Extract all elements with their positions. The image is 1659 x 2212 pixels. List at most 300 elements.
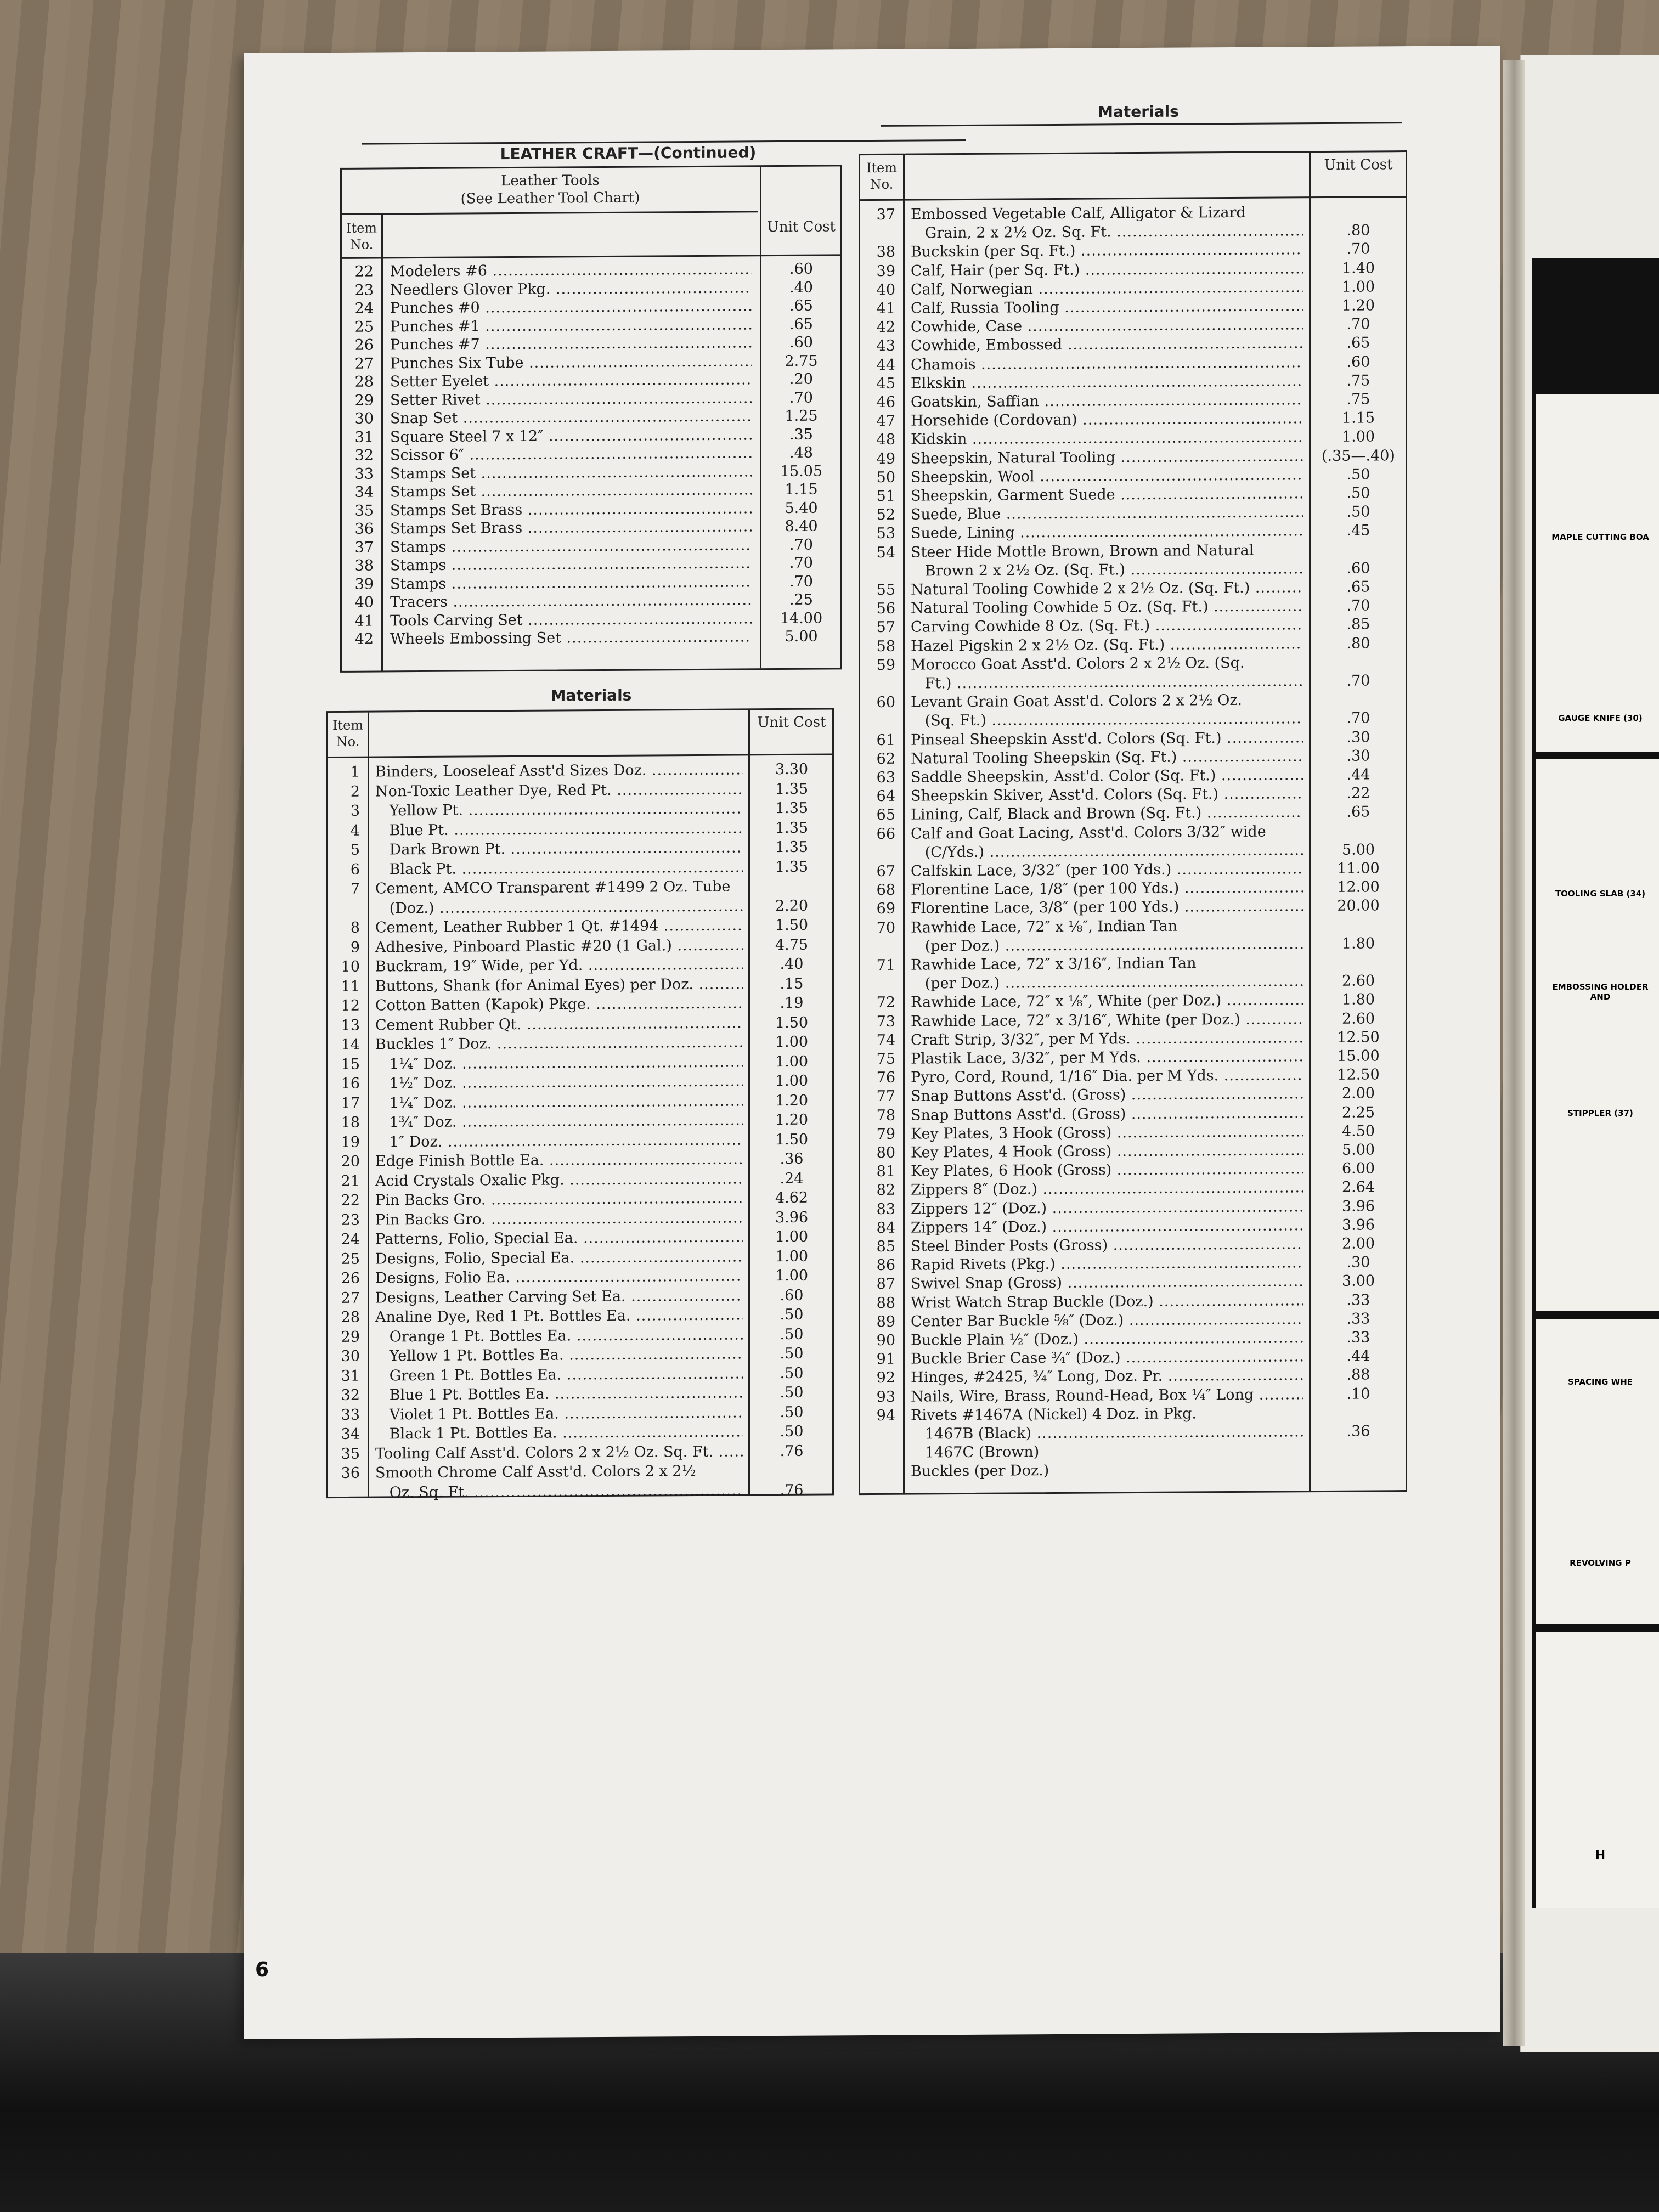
item-description: Cotton Batten (Kapok) Pkge. ..... <box>375 994 743 1015</box>
table-row <box>860 259 1406 281</box>
table-row <box>860 596 1406 618</box>
item-number: 35 <box>341 1445 360 1463</box>
item-description: Snap Buttons Asst'd. (Gross) ..... <box>911 1104 1303 1125</box>
unit-cost: 5.40 <box>785 499 818 517</box>
item-number: 50 <box>876 469 895 486</box>
item-number: 42 <box>354 630 374 648</box>
table-row <box>328 1344 832 1366</box>
unit-cost: 1.20 <box>1341 297 1375 314</box>
item-description: Setter Eyelet ..... <box>390 370 752 391</box>
unit-cost: 2.75 <box>785 352 818 370</box>
item-number: 51 <box>876 487 895 505</box>
table-row <box>328 1305 832 1327</box>
item-number: 33 <box>341 1406 360 1424</box>
table-row <box>328 1403 832 1425</box>
item-description: Tooling Calf Asst'd. Colors 2 x 2½ Oz. Sq. Ft. ..... <box>375 1442 743 1463</box>
table-row <box>860 221 1406 243</box>
table-row <box>328 1422 832 1444</box>
table-row <box>328 1091 832 1113</box>
item-number: 70 <box>876 919 895 936</box>
item-number: 78 <box>876 1107 895 1124</box>
unit-cost: .19 <box>780 994 804 1012</box>
item-description: Designs, Folio Ea. ..... <box>375 1267 743 1288</box>
table-row <box>860 1459 1406 1481</box>
divider-bar <box>1536 752 1659 759</box>
item-number: 45 <box>876 375 895 392</box>
unit-cost: .30 <box>1346 729 1370 746</box>
item-number: 1 <box>350 763 360 781</box>
item-number: 57 <box>876 619 895 636</box>
item-description: Rivets #1467A (Nickel) 4 Doz. in Pkg. <box>911 1405 1197 1424</box>
materials-right-title: Materials <box>1098 102 1179 121</box>
item-number: 65 <box>876 806 895 824</box>
item-description: Rawhide Lace, 72″ x ⅛″, White (per Doz.) ..... <box>911 991 1303 1012</box>
table-row <box>328 838 832 860</box>
unit-cost: .60 <box>780 1286 804 1304</box>
item-description: Wheels Embossing Set ..... <box>390 628 752 648</box>
table-row <box>860 747 1406 769</box>
unit-cost: 12.50 <box>1337 1066 1380 1084</box>
item-description: Stamps Set ..... <box>390 481 752 501</box>
table-row <box>860 1141 1406 1163</box>
item-number: 29 <box>354 392 374 409</box>
item-description: Rawhide Lace, 72″ x 3/16″, White (per Doz.) ..... <box>911 1010 1303 1031</box>
item-description: Kidskin ..... <box>911 428 1303 449</box>
item-description: 1½″ Doz. ..... <box>375 1072 743 1093</box>
item-description: Pin Backs Gro. ..... <box>375 1209 743 1229</box>
item-number: 23 <box>341 1211 360 1229</box>
unit-cost: 5.00 <box>785 628 818 645</box>
item-number: 42 <box>876 318 895 336</box>
table-row <box>328 935 832 957</box>
item-description: Embossed Vegetable Calf, Alligator & Lizard <box>911 204 1246 223</box>
table-row <box>860 409 1406 431</box>
table-row <box>860 1159 1406 1181</box>
caption-embossing-holder: EMBOSSING HOLDER AND <box>1552 982 1649 1002</box>
table-row <box>860 896 1406 918</box>
unit-cost: .33 <box>1346 1291 1370 1309</box>
item-description: Stamps Set ..... <box>390 462 752 483</box>
unit-cost: 1.50 <box>775 1131 809 1148</box>
item-description: Plastik Lace, 3/32″, per M Yds. ..... <box>911 1047 1303 1068</box>
item-number: 29 <box>341 1328 360 1346</box>
unit-cost: .65 <box>1346 803 1370 821</box>
tools-subtitle: (See Leather Tool Chart) <box>460 189 640 207</box>
unit-cost: 1.00 <box>775 1267 809 1285</box>
divider-bar-3 <box>1536 1624 1659 1632</box>
unit-cost: .75 <box>1346 372 1370 390</box>
unit-cost: .50 <box>780 1403 804 1421</box>
unit-cost: 1.35 <box>775 819 809 837</box>
unit-cost: 1.35 <box>775 858 809 876</box>
item-description: Cement, Leather Rubber 1 Qt. #1494 ..... <box>375 916 743 937</box>
item-description: Sheepskin, Natural Tooling ..... <box>911 447 1303 468</box>
table-row <box>860 278 1406 300</box>
item-description: Rawhide Lace, 72″ x 3/16″, Indian Tan <box>911 955 1197 974</box>
item-number: 38 <box>876 244 895 261</box>
item-number: 62 <box>876 750 895 768</box>
unit-cost <box>751 1461 833 1462</box>
item-description: Patterns, Folio, Special Ea. ..... <box>375 1228 743 1249</box>
item-description: Stamps ..... <box>390 554 752 575</box>
table-row <box>860 1065 1406 1087</box>
item-number: 4 <box>350 822 360 839</box>
item-description: Pin Backs Gro. ..... <box>375 1189 743 1210</box>
table-row <box>860 1310 1406 1331</box>
unit-cost: .70 <box>1346 315 1370 333</box>
unit-cost: 2.60 <box>1341 1009 1375 1028</box>
table-row <box>328 1032 832 1054</box>
item-description: Blue 1 Pt. Bottles Ea. ..... <box>375 1384 743 1404</box>
unit-cost: .76 <box>780 1442 804 1460</box>
item-number: 88 <box>876 1294 895 1312</box>
item-number: 81 <box>876 1163 895 1181</box>
item-description: 1467C (Brown) <box>911 1443 1040 1462</box>
matr-col-item: Item No. <box>866 160 898 193</box>
unit-cost: .33 <box>1346 1310 1370 1328</box>
matr-header-rule <box>860 196 1406 201</box>
item-description: Non-Toxic Leather Dye, Red Pt. ..... <box>375 780 743 801</box>
item-description: Orange 1 Pt. Bottles Ea. ..... <box>375 1325 743 1346</box>
unit-cost: .10 <box>1346 1385 1370 1403</box>
item-description: Craft Strip, 3/32″, per M Yds. ..... <box>911 1029 1303 1049</box>
unit-cost <box>1311 1459 1406 1460</box>
item-description: Elkskin ..... <box>911 372 1303 393</box>
item-description: (per Doz.) ..... <box>911 972 1303 993</box>
unit-cost: .60 <box>789 260 813 278</box>
item-number: 58 <box>876 637 895 655</box>
item-number: 90 <box>876 1331 895 1349</box>
unit-cost: .44 <box>1346 766 1370 783</box>
unit-cost <box>1311 1403 1406 1404</box>
item-description: Pinseal Sheepskin Asst'd. Colors (Sq. Ft.) ..... <box>911 729 1303 749</box>
item-number: 9 <box>350 939 360 956</box>
table-row <box>328 1286 832 1308</box>
item-number: 85 <box>876 1238 895 1255</box>
unit-cost: .80 <box>1346 635 1370 652</box>
table-row <box>860 521 1406 543</box>
item-number: 59 <box>876 656 895 674</box>
unit-cost: 1.35 <box>775 780 809 798</box>
table-row <box>328 1481 832 1503</box>
item-number: 79 <box>876 1125 895 1143</box>
table-row <box>860 1272 1406 1294</box>
table-row <box>860 240 1406 262</box>
tools-title: Leather Tools <box>501 172 600 190</box>
item-number: 28 <box>341 1308 360 1326</box>
table-row <box>328 896 832 918</box>
unit-cost: 3.96 <box>1341 1197 1375 1215</box>
item-number: 47 <box>876 412 895 430</box>
table-row <box>860 972 1406 994</box>
item-number: 28 <box>354 373 374 391</box>
table-row <box>860 653 1406 675</box>
tools-title-rule <box>342 211 758 215</box>
item-description: Punches #7 ..... <box>390 334 752 354</box>
item-number: 63 <box>876 769 895 786</box>
item-description: Buckle Plain ½″ (Doz.) ..... <box>911 1329 1303 1350</box>
table-row <box>328 1442 832 1464</box>
item-description: Yellow 1 Pt. Bottles Ea. ..... <box>375 1345 743 1365</box>
item-description: Nails, Wire, Brass, Round-Head, Box ¼″ Long ..... <box>911 1385 1303 1406</box>
item-description: Horsehide (Cordovan) ..... <box>911 409 1303 430</box>
unit-cost: 3.96 <box>775 1209 809 1226</box>
unit-cost: .15 <box>780 975 804 992</box>
item-number: 91 <box>876 1350 895 1368</box>
item-description: Punches #1 ..... <box>390 315 752 336</box>
item-number: 37 <box>354 539 374 556</box>
unit-cost: 5.00 <box>1341 841 1375 859</box>
item-number: 92 <box>876 1369 895 1387</box>
item-description: Snap Set ..... <box>390 407 752 428</box>
item-description: Black 1 Pt. Bottles Ea. ..... <box>375 1423 743 1443</box>
item-description: Designs, Folio, Special Ea. ..... <box>375 1248 743 1268</box>
unit-cost: .85 <box>1346 616 1370 634</box>
item-number: 25 <box>354 318 374 336</box>
item-number: 75 <box>876 1050 895 1068</box>
item-number: 3 <box>350 802 360 820</box>
item-number: 87 <box>876 1276 895 1293</box>
item-description: Florentine Lace, 1/8″ (per 100 Yds.) ..... <box>911 878 1303 899</box>
item-number: 32 <box>341 1386 360 1404</box>
unit-cost: .48 <box>789 444 813 461</box>
table-row <box>328 1149 832 1171</box>
item-number: 60 <box>876 693 895 712</box>
table-row <box>860 315 1406 337</box>
table-row <box>860 390 1406 412</box>
unit-cost: 12.00 <box>1337 878 1380 896</box>
table-row <box>860 1253 1406 1275</box>
unit-cost: .22 <box>1346 785 1370 802</box>
unit-cost: .50 <box>780 1364 804 1382</box>
unit-cost: 14.00 <box>780 610 823 627</box>
item-description: 1¼″ Doz. ..... <box>375 1092 743 1113</box>
item-number: 69 <box>876 900 895 918</box>
item-number: 22 <box>354 263 374 280</box>
unit-cost: 1.25 <box>785 407 818 425</box>
item-description: Sheepskin Skiver, Asst'd. Colors (Sq. Ft.) ..... <box>911 785 1303 805</box>
caption-stippler: STIPPLER (37) <box>1567 1108 1633 1118</box>
item-number: 49 <box>876 450 895 467</box>
unit-cost: 1.80 <box>1341 991 1375 1009</box>
unit-cost: 2.20 <box>775 897 809 915</box>
item-number: 12 <box>341 997 360 1014</box>
item-description: Key Plates, 6 Hook (Gross) ..... <box>911 1160 1303 1181</box>
item-description: Wrist Watch Strap Buckle (Doz.) ..... <box>911 1291 1303 1312</box>
item-description: Cement Rubber Qt. ..... <box>375 1014 743 1035</box>
materials-left-title: Materials <box>550 686 632 705</box>
item-description: Steer Hide Mottle Brown, Brown and Natural <box>911 541 1254 561</box>
item-number: 17 <box>341 1094 360 1112</box>
unit-cost: 4.62 <box>775 1189 809 1207</box>
unit-cost: 1.00 <box>775 1248 809 1265</box>
table-row <box>860 1234 1406 1256</box>
table-row <box>860 296 1406 318</box>
item-description: Suede, Blue ..... <box>911 503 1303 524</box>
item-description: Adhesive, Pinboard Plastic #20 (1 Gal.) ..... <box>375 936 743 957</box>
item-description: Binders, Looseleaf Asst'd Sizes Doz. ..... <box>375 760 743 781</box>
unit-cost: .40 <box>780 955 804 973</box>
item-number: 56 <box>876 600 895 618</box>
item-description: Grain, 2 x 2½ Oz. Sq. Ft. ..... <box>911 222 1303 242</box>
unit-cost: .25 <box>789 591 813 608</box>
item-number: 67 <box>876 862 895 880</box>
item-description: 1¼″ Doz. ..... <box>375 1053 743 1074</box>
unit-cost: 12.50 <box>1337 1029 1380 1046</box>
item-number: 20 <box>341 1153 360 1170</box>
unit-cost <box>1311 540 1406 541</box>
item-description: Zippers 14″ (Doz.) ..... <box>911 1216 1303 1237</box>
item-number: 66 <box>876 825 895 843</box>
unit-cost: .45 <box>1346 522 1370 540</box>
unit-cost: .65 <box>789 297 813 314</box>
unit-cost: .50 <box>780 1423 804 1441</box>
item-number: 31 <box>341 1367 360 1385</box>
item-description: Cowhide, Embossed ..... <box>911 335 1303 356</box>
unit-cost: 2.64 <box>1341 1178 1375 1197</box>
unit-cost: 1.40 <box>1341 259 1375 277</box>
item-number: 6 <box>350 861 360 878</box>
table-row <box>328 1227 832 1249</box>
unit-cost: 1.20 <box>775 1092 809 1109</box>
table-row <box>860 1122 1406 1144</box>
item-description: Hinges, #2425, ¾″ Long, Doz. Pr. ..... <box>911 1367 1303 1387</box>
item-description: Goatskin, Saffian ..... <box>911 391 1303 411</box>
item-number: 27 <box>341 1289 360 1307</box>
table-row <box>328 1169 832 1191</box>
leather-tools-table <box>340 165 842 673</box>
item-description: Black Pt. ..... <box>375 858 743 879</box>
item-description: Morocco Goat Asst'd. Colors 2 x 2½ Oz. (Sq. <box>911 654 1245 674</box>
item-description: Natural Tooling Cowhide 5 Oz. (Sq. Ft.) ..... <box>911 597 1303 618</box>
item-description: Punches Six Tube ..... <box>390 352 752 373</box>
item-description: Hazel Pigskin 2 x 2½ Oz. (Sq. Ft.) ..... <box>911 635 1303 656</box>
item-number: 8 <box>350 919 360 936</box>
item-description: Snap Buttons Asst'd. (Gross) ..... <box>911 1085 1303 1106</box>
table-row <box>328 1461 832 1483</box>
unit-cost: .70 <box>789 389 813 407</box>
unit-cost: 3.00 <box>1341 1272 1375 1290</box>
table-row <box>328 1188 832 1210</box>
item-description: Lining, Calf, Black and Brown (Sq. Ft.) ..... <box>911 804 1303 825</box>
item-number: 94 <box>876 1407 895 1424</box>
unit-cost: .36 <box>780 1150 804 1168</box>
item-description: Sheepskin, Garment Suede ..... <box>911 484 1303 505</box>
table-row <box>328 760 832 782</box>
unit-cost: .70 <box>1346 240 1370 258</box>
table-row <box>860 1385 1406 1407</box>
item-number: 74 <box>876 1031 895 1049</box>
item-description: (Doz.) ..... <box>375 897 743 918</box>
item-number: 24 <box>354 300 374 317</box>
item-number: 53 <box>876 525 895 543</box>
unit-cost: 6.00 <box>1341 1160 1375 1177</box>
item-description: Calf, Russia Tooling ..... <box>911 297 1303 318</box>
item-description: Buckskin (per Sq. Ft.) ..... <box>911 241 1303 262</box>
table-row <box>328 857 832 879</box>
item-number: 22 <box>341 1192 360 1209</box>
unit-cost: .50 <box>780 1345 804 1363</box>
unit-cost: 2.00 <box>1341 1085 1375 1103</box>
item-number: 34 <box>341 1425 360 1443</box>
table-row <box>860 353 1406 375</box>
table-row <box>860 1103 1406 1125</box>
unit-cost: 20.00 <box>1337 897 1380 915</box>
item-description: Pyro, Cord, Round, 1/16″ Dia. per M Yds. ..... <box>911 1066 1303 1087</box>
item-description: Violet 1 Pt. Bottles Ea. ..... <box>375 1403 743 1424</box>
table-row <box>860 1403 1406 1425</box>
item-description: Green 1 Pt. Bottles Ea. ..... <box>375 1364 743 1385</box>
table-row <box>860 953 1406 975</box>
item-number: 39 <box>354 575 374 593</box>
unit-cost: 1.15 <box>785 481 818 498</box>
unit-cost: .75 <box>1346 391 1370 408</box>
item-description: Zippers 8″ (Doz.) ..... <box>911 1179 1303 1200</box>
unit-cost: 1.50 <box>775 1014 809 1031</box>
item-number: 40 <box>354 594 374 611</box>
item-number: 7 <box>350 880 360 898</box>
table-row <box>860 1216 1406 1238</box>
item-number: 36 <box>354 520 374 538</box>
item-description: Cowhide, Case ..... <box>911 315 1303 336</box>
table-row <box>860 447 1406 469</box>
table-row <box>860 484 1406 506</box>
item-number: 48 <box>876 431 895 449</box>
unit-cost: .44 <box>1346 1347 1370 1365</box>
unit-cost: .65 <box>1346 578 1370 596</box>
table-row <box>860 371 1406 393</box>
item-description: Needlers Glover Pkg. ..... <box>390 279 752 300</box>
item-number: 38 <box>354 557 374 574</box>
table-row <box>860 1328 1406 1350</box>
table-row <box>328 1325 832 1347</box>
item-number: 15 <box>341 1056 360 1073</box>
item-description: Cement, AMCO Transparent #1499 2 Oz. Tube <box>375 878 731 898</box>
item-number: 41 <box>354 612 374 630</box>
materials-left-table <box>326 708 834 1502</box>
table-row <box>860 1365 1406 1387</box>
item-number: 93 <box>876 1388 895 1406</box>
unit-cost: .70 <box>789 573 813 590</box>
item-description: Stamps ..... <box>390 573 752 594</box>
table-row <box>328 916 832 938</box>
item-description: (per Doz.) ..... <box>911 935 1303 956</box>
table-row <box>328 1266 832 1288</box>
unit-cost: 5.00 <box>1341 1141 1375 1159</box>
item-description: Sheepskin, Wool ..... <box>911 466 1303 487</box>
table-row <box>860 934 1406 956</box>
book-spine <box>1503 60 1525 2046</box>
item-description: Suede, Lining ..... <box>911 522 1303 543</box>
table-row <box>860 765 1406 787</box>
unit-cost: 2.00 <box>1341 1235 1375 1252</box>
table-row <box>342 627 840 649</box>
caption-tooling-slab: TOOLING SLAB (34) <box>1555 889 1646 899</box>
unit-cost: .30 <box>1346 1254 1370 1271</box>
item-number: 23 <box>354 281 374 299</box>
item-description: 1″ Doz. ..... <box>375 1131 743 1152</box>
table-row <box>860 1197 1406 1219</box>
item-description: Oz. Sq. Ft. ..... <box>375 1481 743 1502</box>
item-number: 21 <box>341 1172 360 1190</box>
unit-cost: .50 <box>1346 466 1370 483</box>
item-description: Steel Binder Posts (Gross) ..... <box>911 1235 1303 1256</box>
unit-cost: .60 <box>1346 560 1370 577</box>
table-row <box>328 1071 832 1093</box>
unit-cost: .65 <box>1346 334 1370 352</box>
item-number: 82 <box>876 1182 895 1199</box>
unit-cost: .24 <box>780 1170 804 1187</box>
